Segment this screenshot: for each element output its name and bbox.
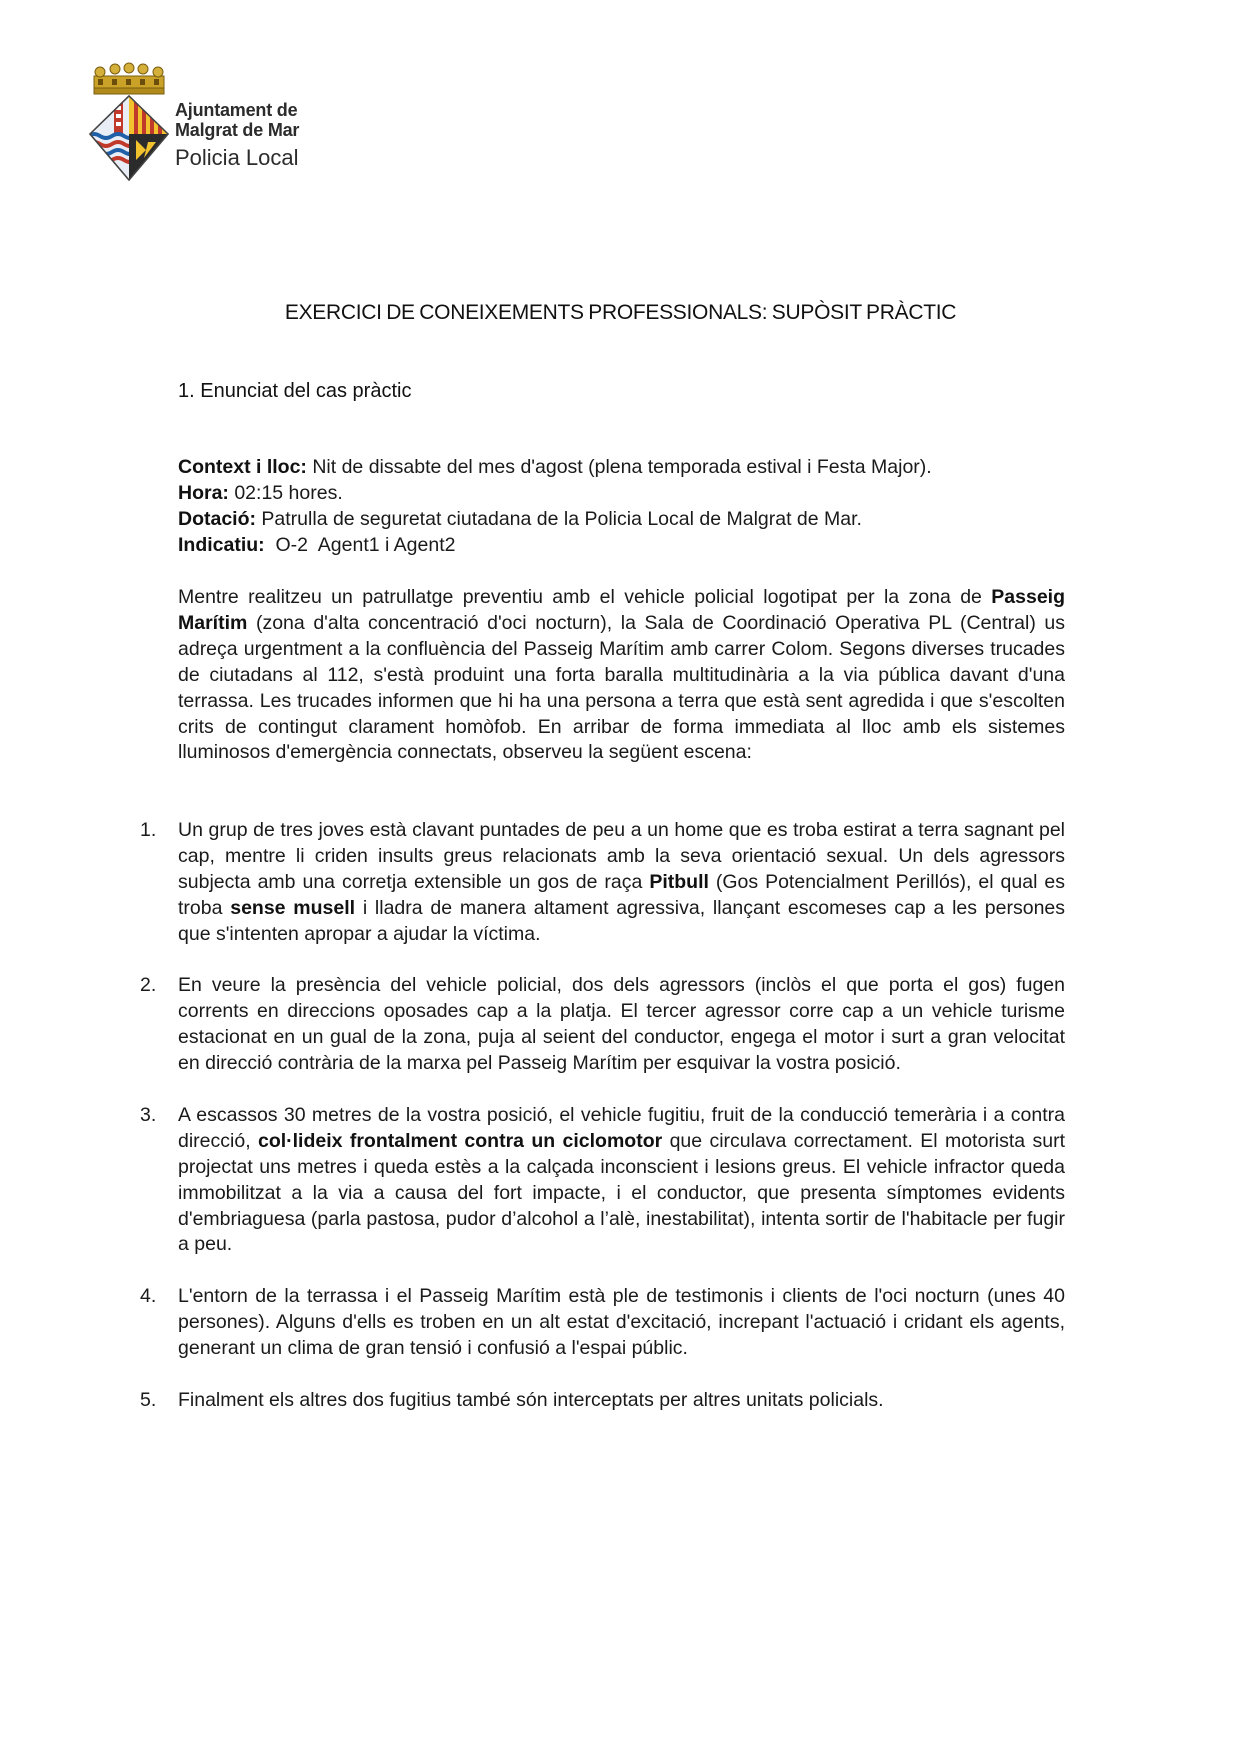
list-item-text: En veure la presència del vehicle policial, dos dels agressors (inclòs el que porta el gos) fugen corrents en direccions oposades cap a la platja. El tercer agressor corre cap a un vehicle turisme estacionat en un gual de la zona, puja al seient del conductor, engega el motor i surt a gran velocitat en direcció contrària de la marxa pel Passeig Marítim per esquivar la vostra posició. — [178, 974, 1065, 1075]
list-item-number: 2. — [140, 974, 157, 997]
indicatiu-label: Indicatiu: — [178, 533, 265, 556]
intro-paragraph — [178, 585, 1065, 766]
org-department: Policia Local — [175, 145, 299, 170]
dotacio-value: Patrulla de seguretat ciutadana de la Policia Local de Malgrat de Mar. — [256, 507, 862, 530]
list-item-text: i lladra de manera altament agressiva, llançant escomeses cap a les persones que s'intenten apropar a ajudar la víctima. — [178, 896, 1066, 945]
dotacio-line — [178, 507, 1065, 533]
list-item-text: (Gos Potencialment Perillós), el qual es troba — [178, 870, 1065, 919]
list-item-number: 1. — [140, 819, 157, 841]
context-label: Context i lloc: — [178, 456, 307, 478]
context-line — [178, 455, 1065, 481]
hour-line — [178, 481, 1065, 507]
list-item-number: 4. — [140, 1285, 157, 1308]
shield-icon — [88, 96, 169, 180]
hour-value: 02:15 hores. — [228, 481, 343, 504]
list-item-text: que circulava correctament. El motorista surt projectat uns metres i queda estès a la calçada inconscient i lesions greus. El vehicle infractor queda immobilitzat a la via a causa del fort impacte, i el conductor, que presenta símptomes evidents d'embriaguesa (parla pastosa, pudor d’alcohol a l’alè, inestabilitat), intenta sortir de l'habitacle per fugir a peu. — [178, 1129, 1066, 1256]
letterhead — [88, 62, 388, 182]
intro-text-2: (zona d'alta concentració d'oci nocturn), la Sala de Coordinació Operativa PL (Central) us adreça urgentment a la confluència del Passeig Marítim amb carrer Colom. Segons diverses trucades de ciutadans al 112, s'està produint una forta baralla multitudinària a la via pública davant d'una terrassa. Les trucades informen que hi ha una persona a terra que està sent agredida i que s'escolten crits de contingut clarament homòfob. En arribar de forma immediata al lloc amb els sistemes lluminosos d'emergència connectats, observeu la següent escena: — [178, 611, 1065, 764]
list-item-bold: col·lideix frontalment contra un ciclomotor — [257, 1129, 663, 1152]
list-item — [140, 1284, 1065, 1362]
dotacio-label: Dotació: — [178, 507, 256, 530]
document-title: EXERCICI DE CONEIXEMENTS PROFESSIONALS: SUPÒSIT PRÀCTIC — [284, 301, 957, 324]
organization-name — [175, 101, 299, 169]
case-metadata — [178, 455, 1065, 559]
section-heading: 1. Enunciat del cas pràctic — [178, 380, 412, 402]
intro-text-1: Mentre realitzeu un patrullatge preventiu amb el vehicle policial logotipat per la zona de — [178, 586, 992, 608]
list-item — [140, 1103, 1065, 1258]
scene-list — [140, 818, 1065, 1440]
list-item-text: Finalment els altres dos fugitius també són interceptats per altres unitats policials. — [178, 1388, 884, 1411]
list-item — [140, 973, 1065, 1077]
list-item-bold: sense musell — [230, 896, 356, 919]
list-item-number: 5. — [140, 1388, 157, 1411]
org-name-line1: Ajuntament de — [175, 100, 298, 120]
list-item-text: A escassos 30 metres de la vostra posició, el vehicle fugitiu, fruit de la conducció temerària i a contra direcció, — [178, 1103, 1065, 1152]
municipal-coat-of-arms-icon — [88, 62, 170, 182]
list-item-bold: Pitbull — [649, 870, 709, 893]
crown-icon — [94, 63, 164, 94]
list-item-text: L'entorn de la terrassa i el Passeig Marítim està ple de testimonis i clients de l'oci nocturn (unes 40 persones). Alguns d'ells es troben en un alt estat d'excitació, increpant l'actuació i cridant els agents, generant un clima de gran tensió i confusió a l'espai públic. — [178, 1285, 1065, 1360]
indicatiu-value: O-2 Agent1 i Agent2 — [264, 533, 456, 556]
hour-label: Hora: — [178, 481, 229, 504]
indicatiu-line — [178, 533, 1065, 559]
list-item-text: Un grup de tres joves està clavant puntades de peu a un home que es troba estirat a terra sagnant pel cap, mentre li criden insults greus relacionats amb la seva orientació sexual. Un dels agressors subjecta amb una corretja extensible un gos de raça — [178, 819, 1065, 893]
intro-bold-location: Passeig Marítim — [178, 586, 1065, 634]
list-item — [140, 818, 1065, 948]
list-item-number: 3. — [140, 1103, 157, 1126]
org-name-line2: Malgrat de Mar — [175, 120, 300, 140]
list-item — [140, 1388, 1065, 1414]
context-value: Nit de dissabte del mes d'agost (plena temporada estival i Festa Major). — [306, 456, 932, 478]
